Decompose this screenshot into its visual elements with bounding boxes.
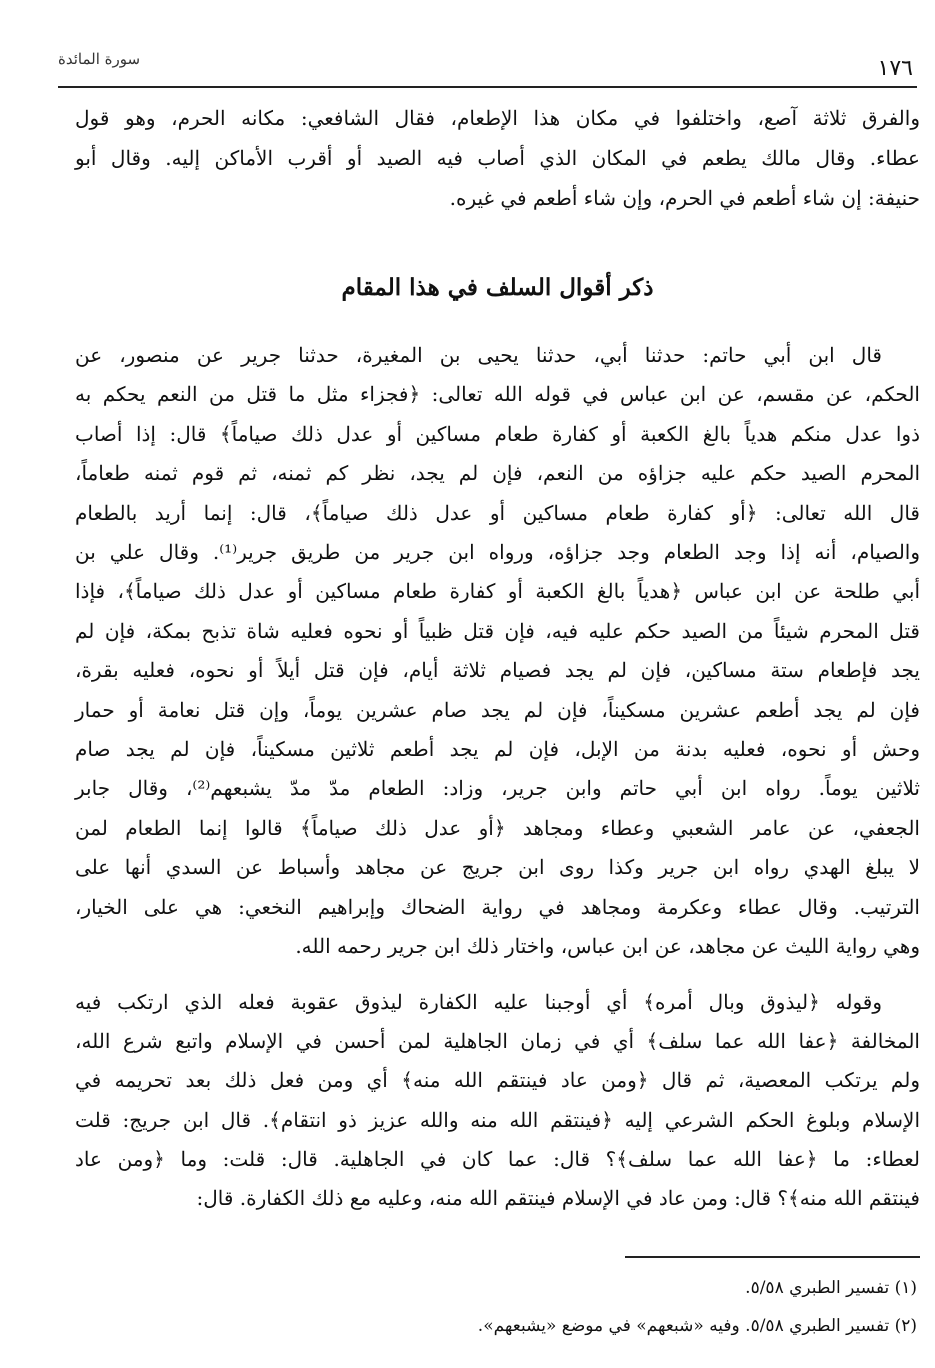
page-number: ١٧٦ [877,56,913,81]
text-line: الإسلام وبلوغ الحكم الشرعي إليه ﴿فينتقم الله منه والله عزيز ذو انتقام﴾. قال ابن جريج: قلت [75,1107,920,1132]
text-line: والفرق ثلاثة آصع، واختلفوا في مكان هذا الإطعام، فقال الشافعي: مكانه الحرم، وهو قول [75,106,920,130]
section-heading: ذكر أقوال السلف في هذا المقام [341,274,654,301]
header-divider [58,86,917,88]
text-line: قال ابن أبي حاتم: حدثنا أبي، حدثنا يحيى بن المغيرة، حدثنا جرير عن منصور، عن [75,343,882,367]
text-line: لعطاء: ما ﴿عفا الله عما سلف﴾؟ قال: عما كان في الجاهلية. قال: قلت: وما ﴿ومن عاد [75,1146,920,1171]
text-line: يجد فإطعام ستة مساكين، فإن لم يجد فصيام ثلاثة أيام، فإن قتل أيلاً أو نحوه، فعليه بقرة، [75,658,920,683]
text-line: قال الله تعالى: ﴿أو كفارة طعام مساكين أو عدل ذلك صياماً﴾، قال: إنما أريد بالطعام [75,500,920,525]
text-line: الحكم، عن مقسم، عن ابن عباس في قوله الله تعالى: ﴿فجزاء مثل ما قتل من النعم يحكم به [75,382,920,407]
text-line: فينتقم الله منه﴾؟ قال: ومن عاد في الإسلام فينتقم الله منه، وعليه مع ذلك الكفارة. قال: [196,1186,920,1210]
surah-title: سورة المائدة [58,50,141,68]
text-line: وحش أو نحوه، فعليه بدنة من الإبل، فإن لم يجد أطعم ثلاثين مسكيناً، فإن لم يجد صام [75,737,920,761]
text-line: فإن لم يجد أطعم عشرين مسكيناً، فإن لم يجد صام عشرين يوماً، وإن قتل نعامة أو حمار [75,697,920,722]
text-line: وهي رواية الليث عن مجاهد، عن ابن عباس، واختار ذلك ابن جرير رحمه الله. [295,934,920,958]
text-line: المخالفة ﴿عفا الله عما سلف﴾ أي في زمان الجاهلية لمن أحسن في الإسلام واتبع شرع الله، [75,1029,920,1054]
text-line: ثلاثين يوماً. رواه ابن أبي حاتم وابن جرير، وزاد: الطعام مدّ مدّ يشبعهم⁽²⁾، وقال جابر [75,776,921,801]
text-line: المحرم الصيد حكم عليه جزاؤه من النعم، فإن لم يجد، نظر كم ثمنه، ثم قوم ثمنه طعاماً، [75,461,920,486]
text-line: الجعفي، عن عامر الشعبي وعطاء ومجاهد ﴿أو عدل ذلك صياماً﴾ قالوا إنما الطعام لمن [75,815,920,840]
footnote-2: (٢) تفسير الطبري ٥/٥٨. وفيه «شبعهم» في موضع «يشبعهم». [477,1316,917,1336]
text-line: وقوله ﴿ليذوق وبال أمره﴾ أي أوجبنا عليه الكفارة ليذوق عقوبة فعله الذي ارتكب فيه [75,990,882,1014]
text-line: حنيفة: إن شاء أطعم في الحرم، وإن شاء أطعم في غيره. [449,186,920,210]
text-line: لا يبلغ الهدي رواه ابن جرير وكذا روى ابن جريج عن مجاهد وأسباط عن السدي أنها على [75,855,920,880]
footnote-1: (١) تفسير الطبري ٥/٥٨. [745,1278,917,1298]
text-line: ولم يرتكب المعصية، ثم قال ﴿ومن عاد فينتقم الله منه﴾ أي ومن فعل ذلك بعد تحريمه في [75,1068,920,1093]
text-line: الترتيب. وقال عطاء وعكرمة ومجاهد في رواية الضحاك وإبراهيم النخعي: هي على الخيار، [75,894,920,919]
text-line: قتل المحرم شيئاً من الصيد حكم عليه فيه، فإن قتل ظبياً أو نحوه فعليه شاة تذبح بمكة، فإن لم [75,618,920,643]
text-line: عطاء. وقال مالك يطعم في المكان الذي أصاب فيه الصيد أو أقرب الأماكن إليه. وقال أبو [75,146,920,170]
text-line: ذوا عدل منكم هدياً بالغ الكعبة أو كفارة طعام مساكين أو عدل ذلك صياماً﴾ قال: إذا أصاب [75,421,920,446]
footnote-divider [625,1256,920,1258]
text-line: أبي طلحة عن ابن عباس ﴿هدياً بالغ الكعبة أو كفارة طعام مساكين أو عدل ذلك صياماً﴾، فإذا [75,579,920,604]
text-line: والصيام، أنه إذا وجد الطعام وجد جزاؤه، ورواه ابن جرير من طريق جرير⁽¹⁾. وقال علي بن [75,540,921,564]
